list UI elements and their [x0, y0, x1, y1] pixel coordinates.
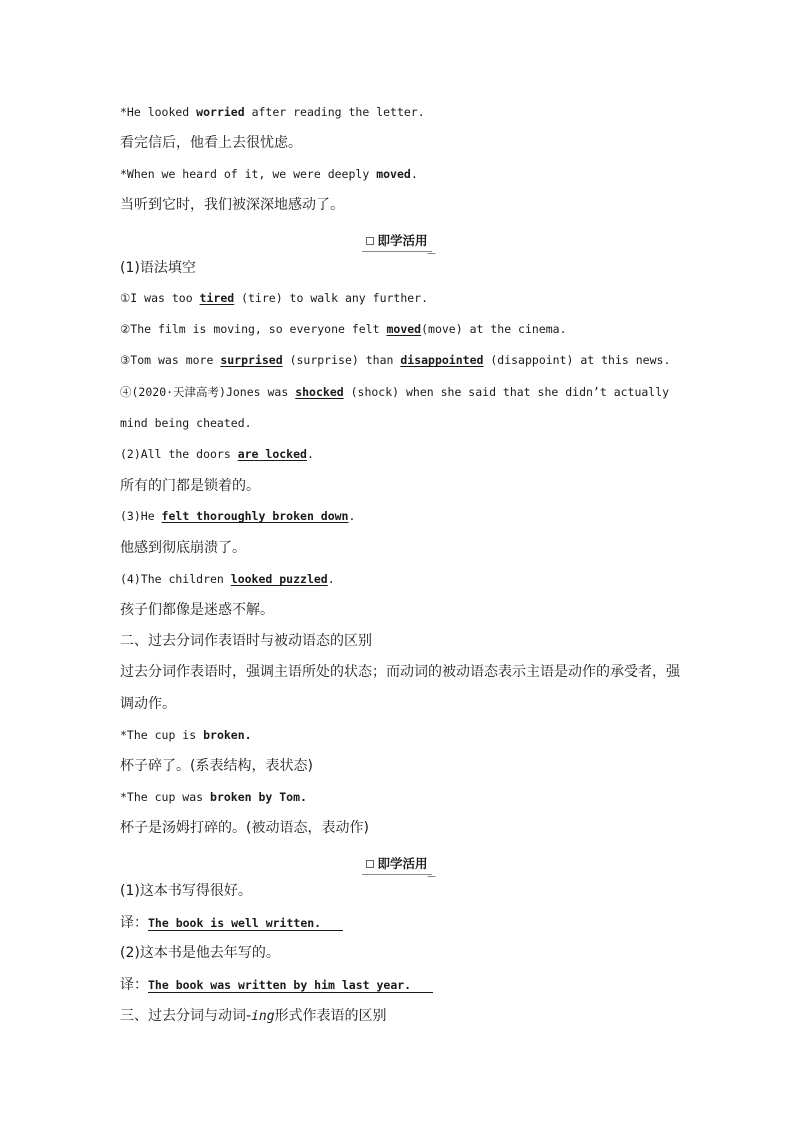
tag-label: 即学活用	[377, 233, 428, 248]
answer: felt thoroughly broken down	[161, 509, 349, 523]
translation-3: 杯子碎了。(系表结构，表状态)	[120, 758, 313, 774]
practice-item-1: (1)这本书写得很好。	[120, 883, 252, 899]
text: (move) at the cinema.	[421, 322, 567, 336]
text: ④(2020·天津高考)Jones was	[120, 385, 296, 399]
answer: moved	[386, 322, 422, 336]
text: .	[327, 572, 335, 586]
text: *He looked	[120, 105, 197, 119]
answer: disappointed	[400, 353, 484, 367]
text: 形式作表语的区别	[274, 1008, 387, 1024]
text: (shock) when she said that she didn’t actually	[343, 385, 670, 399]
explanation-line-2: 调动作。	[120, 696, 176, 712]
exercise-title: (1)语法填空	[120, 260, 196, 276]
tag-label: 即学活用	[377, 856, 428, 871]
exercise-item-4-cont: mind being cheated.	[120, 416, 252, 430]
exercise-item-4	[120, 387, 669, 399]
exercise-item-2	[120, 324, 567, 336]
translation-2: 当听到它时，我们被深深地感动了。	[120, 197, 344, 213]
bold-word: broken.	[203, 728, 252, 742]
text: (2)All the doors	[120, 447, 238, 461]
text: (tire) to walk any further.	[234, 291, 429, 305]
label: 译：	[120, 977, 148, 993]
text: .	[410, 167, 418, 181]
translation-4: 杯子是汤姆打碎的。(被动语态，表动作)	[120, 820, 369, 836]
section-heading-2: 二、过去分词作表语时与被动语态的区别	[120, 633, 372, 649]
answer: surprised	[220, 353, 283, 367]
text: *When we heard of it, we were deeply	[120, 167, 377, 181]
practice-answer-1	[120, 915, 343, 931]
exercise-2	[120, 449, 314, 461]
example-sentence-4	[120, 792, 307, 804]
text: ①I was too	[120, 291, 200, 305]
practice-answer-2	[120, 977, 433, 993]
text: (disappoint) at this news.	[483, 353, 671, 367]
answer: are locked	[237, 447, 307, 461]
explanation-line-1: 过去分词作表语时，强调主语所处的状态；而动词的被动语态表示主语是动作的承受者，强	[120, 664, 680, 680]
practice-heading-2	[0, 853, 794, 875]
label: 译：	[120, 915, 148, 931]
translation-1: 看完信后，他看上去很忧虑。	[120, 135, 302, 151]
text: *The cup is	[120, 728, 204, 742]
exercise-4	[120, 574, 335, 586]
example-sentence-1	[120, 107, 425, 119]
text: .	[348, 509, 356, 523]
exercise-item-1	[120, 293, 428, 305]
answer: The book is well written.	[148, 918, 343, 931]
text: (3)He	[120, 509, 162, 523]
bold-word: worried	[196, 105, 245, 119]
text: *The cup was	[120, 790, 211, 804]
text: (surprise) than	[282, 353, 401, 367]
exercise-3	[120, 511, 355, 523]
exercise-2-translation: 所有的门都是锁着的。	[120, 478, 260, 494]
practice-heading-1	[0, 230, 794, 252]
text: 三、过去分词与动词-	[120, 1008, 252, 1024]
square-icon	[366, 860, 374, 868]
answer: tired	[199, 291, 235, 305]
text: .	[306, 447, 314, 461]
bold-word: broken by Tom.	[210, 790, 307, 804]
section-heading-3	[120, 1009, 387, 1023]
practice-item-2: (2)这本书是他去年写的。	[120, 945, 280, 961]
bold-word: moved	[376, 167, 411, 181]
exercise-3-translation: 他感到彻底崩溃了。	[120, 540, 246, 556]
example-sentence-3	[120, 730, 252, 742]
answer: The book was written by him last year.	[148, 980, 433, 993]
text: ②The film is moving, so everyone felt	[120, 322, 387, 336]
exercise-item-3	[120, 355, 670, 367]
answer: looked puzzled	[230, 572, 328, 586]
square-icon	[366, 237, 374, 245]
answer: shocked	[295, 385, 344, 399]
italic-text: ing	[251, 1009, 275, 1024]
text: after reading the letter.	[244, 105, 425, 119]
text: (4)The children	[120, 572, 231, 586]
exercise-4-translation: 孩子们都像是迷惑不解。	[120, 602, 274, 618]
example-sentence-2	[120, 169, 418, 181]
text: ③Tom was more	[120, 353, 221, 367]
